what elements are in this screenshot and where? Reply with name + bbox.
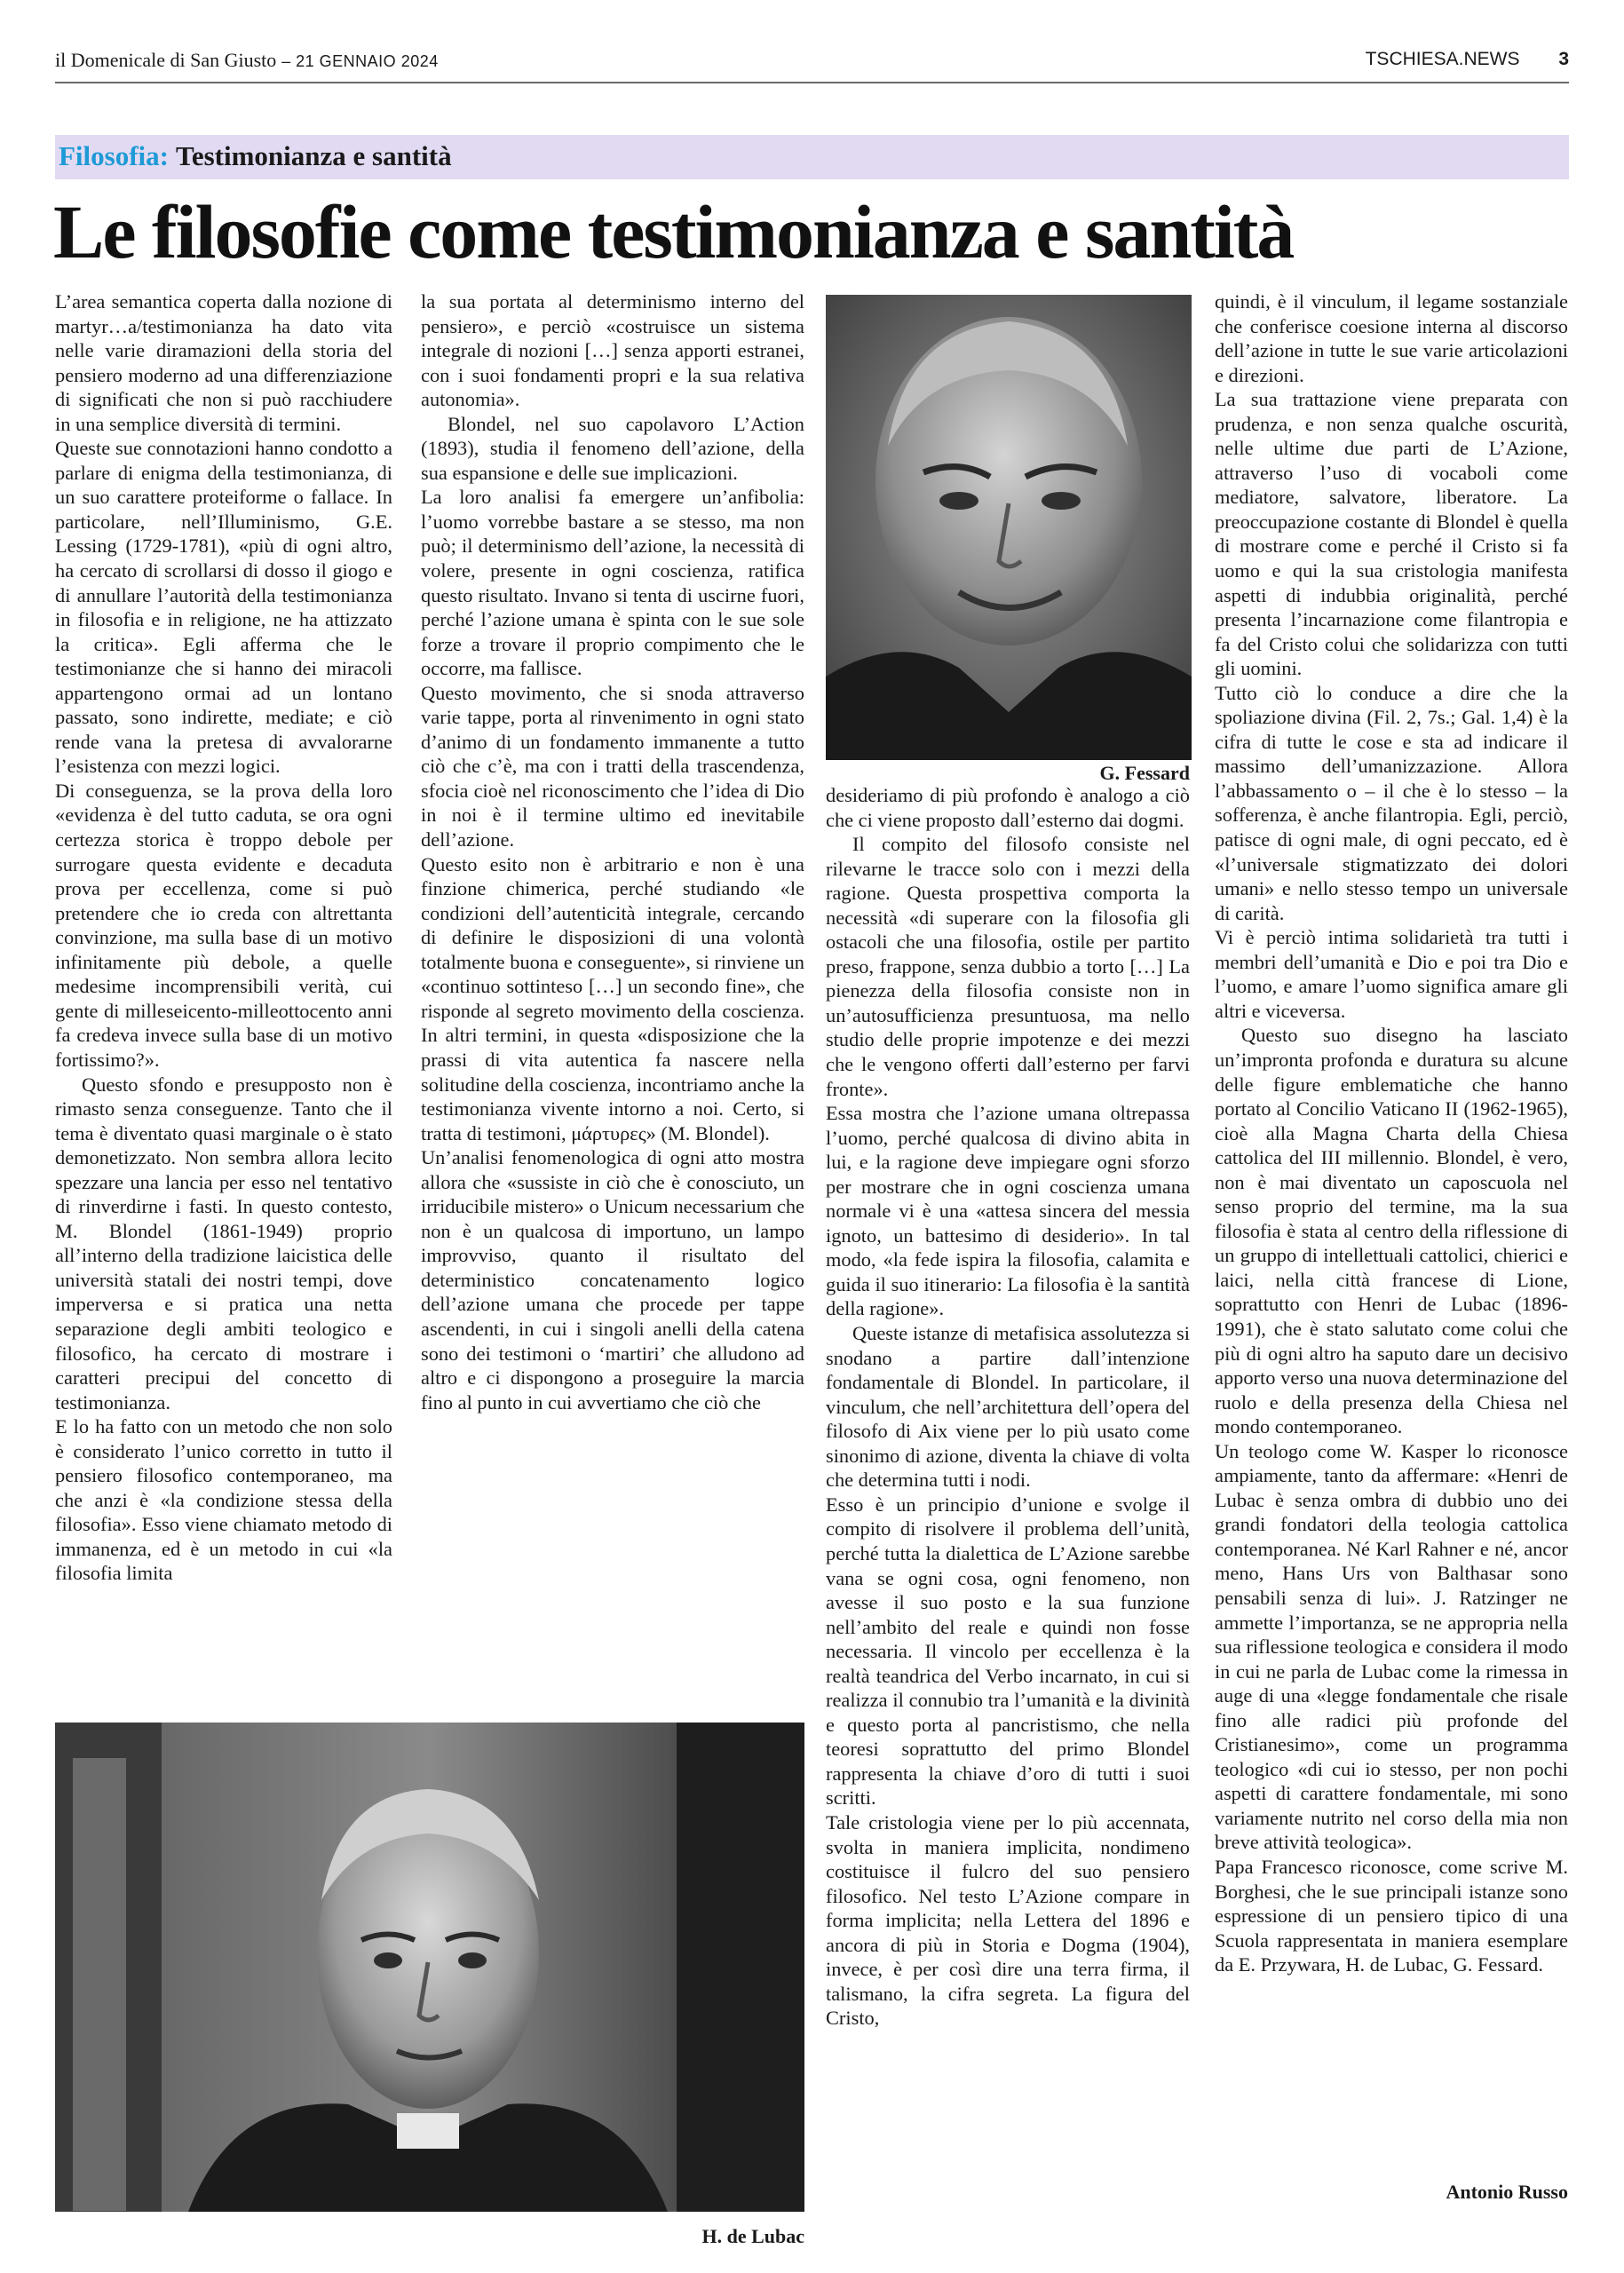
author-signature: Antonio Russo xyxy=(1446,2181,1568,2203)
paragraph: Questo movimento, che si snoda attraverso varie tappe, porta al rinvenimento in ogni stato d’animo di un fondamento immanente a tutto ciò che c’è, ma con i tratti della trascendenza, sfocia cioè nel riconoscimento che l’idea di Dio in noi è il termine ultimo ed inevitabile dell’azione. xyxy=(421,681,804,851)
header-divider xyxy=(55,82,1569,83)
caption-fessard: G. Fessard xyxy=(1099,762,1190,784)
issue-date: – 21 GENNAIO 2024 xyxy=(281,52,439,70)
paragraph: Tutto ciò lo conduce a dire che la spoliazione divina (Fil. 2, 7s.; Gal. 1,4) è la cifra di tutte le cose e sta ad indicare il massimo dell’umanizzazione. Allora l’abbassamento o – il che è lo stesso – la sofferenza, è anche filantropia. Egli, perciò, patisce di ogni male, di ogni peccato, ed è «l’universale stigmatizzato dei dolori umani» e nello stesso tempo un universale di carità. xyxy=(1215,681,1568,924)
paragraph: Un teologo come W. Kasper lo riconosce ampiamente, tanto da affermare: «Henri de Lubac è senza ombra di dubbio uno dei grandi fondatori della teologia cattolica contemporanea. Né Karl Rahner e né, ancor meno, Hans Urs von Balthasar sono pensabili senza di lui». J. Ratzinger ne ammette l’importanza, se ne appropria nella sua riflessione teologica e considera il modo in cui ne parla de Lubac come la rimessa in auge di una «legge fondamentale che risale fino alle radici più profonde del Cristianesimo», come un programma teologico «di cui io stesso, per non pochi aspetti di carattere fondamentale, mi sono variamente nutrito nel corso della mia non breve attività teologica». xyxy=(1215,1439,1568,1854)
paragraph: Papa Francesco riconosce, come scrive M. Borghesi, che le sue principali istanze sono espressione di un pensiero tipico di una Scuola rappresentata in maniera esemplare da E. Przywara, H. de Lubac, G. Fessard. xyxy=(1215,1856,1568,1976)
paragraph: quindi, è il vinculum, il legame sostanziale che conferisce coesione interna al discorso dell’azione in tutte le sue varie articolazioni e direzioni. xyxy=(1215,290,1568,386)
site-name[interactable]: TSCHIESA.NEWS xyxy=(1365,49,1520,69)
section-label: Filosofia: xyxy=(59,140,169,171)
publication-name: il Domenicale di San Giusto xyxy=(55,49,277,71)
paragraph: Questo esito non è arbitrario e non è una finzione chimerica, perché studiando «le condizioni dell’autenticità integrale, cercando di definire le disposizioni di una volontà totalmente buona e conseguente», si rinviene un «continuo sottinteso […] un secondo fine», che risponde al segreto movimento della coscienza. In altri termini, in questa «disposizione che la prassi di vita autentica fa nascere nella solitudine della coscienza, incontriamo anche la testimonianza vivente intorno a noi. Certo, si tratta di testimoni, μάρτυρες» (M. Blondel). xyxy=(421,852,804,1144)
page-header xyxy=(55,49,1569,81)
article-column-2 xyxy=(421,289,804,1701)
portrait-de-lubac-image xyxy=(55,1723,804,2212)
paragraph: desideriamo di più profondo è analogo a ciò che ci viene proposto dall’esterno dai dogmi. xyxy=(826,784,1190,831)
article-column-3 xyxy=(826,783,1190,2213)
photo-fessard xyxy=(826,295,1192,760)
paragraph: Queste istanze di metafisica assolutezza si snodano a partire dall’intenzione fondamentale di Blondel. In particolare, il vinculum, che nell’architettura dell’opera del filosofo di Aix viene per lo più usato come sinonimo di azione, diventa la chiave di volta che determina tutti i nodi. xyxy=(826,1322,1190,1492)
paragraph: Esso è un principio d’unione e svolge il compito di risolvere il problema dell’unità, perché tutta la dialettica de L’Azione sarebbe vana se ogni cosa, ogni fenomeno, non avesse il suo posto e la sua funzione nell’ambito del reale e quindi non fosse necessaria. Il vincolo per eccellenza è la realtà teandrica del Verbo incarnato, in cui si realizza il connubio tra l’umanità e la divinità e questo porta al pancristismo, che nella teoresi soprattutto del primo Blondel rappresenta la chiave d’oro di tutti i suoi scritti. xyxy=(826,1493,1190,1810)
paragraph: Un’analisi fenomenologica di ogni atto mostra allora che «sussiste in ciò che è conosciuto, un irriducibile mistero» o Unicum necessarium che non è un qualcosa di importuno, un lampo improvviso, quanto il risultato del deterministico concatenamento logico dell’azione umana che procede per tappe ascendenti, in cui i singoli anelli della catena sono dei testimoni o ‘martiri’ che alludono ad altro e ci dispongono a proseguire la marcia fino al punto in cui avvertiamo che ciò che xyxy=(421,1146,804,1414)
article-column-4 xyxy=(1215,289,1568,2163)
section-bar xyxy=(55,135,1569,179)
paragraph: L’area semantica coperta dalla nozione di martyr…a/testimonianza ha dato vita nelle varie diramazioni della storia del pensiero moderno ad una differenziazione di significati che non si può racchiudere in una semplice diversità di termini. xyxy=(55,290,392,435)
section-topic: Testimonianza e santità xyxy=(176,140,452,171)
paragraph: Di conseguenza, se la prova della loro «evidenza è del tutto caduta, se ora ogni certezza storica è troppo debole per surrogare questa evidente e decaduta prova per eccellenza, come si può pretendere che io creda con altrettanta convinzione, ma sulla base di un motivo infinitamente più debole, a quelle medesime incomprensibili verità, cui gente di milleseicento-milleottocento anni fa credeva invece sulla base di un motivo fortissimo?». xyxy=(55,779,392,1071)
paragraph: Essa mostra che l’azione umana oltrepassa l’uomo, perché qualcosa di divino abita in lui, e la ragione deve impiegare ogni sforzo per mostrare che in ogni coscienza umana normale vi è una «attesa sincera del messia ignoto, un battesimo di desiderio». In tal modo, «la fede ispira la filosofia, calamita e guida il suo itinerario: La filosofia è la santità della ragione». xyxy=(826,1102,1190,1320)
paragraph: la sua portata al determinismo interno del pensiero», e perciò «costruisce un sistema integrale di nozioni […] senza apporti estranei, con i suoi fondamenti propri e la sua relativa autonomia». xyxy=(421,290,804,411)
article-headline: Le filosofie come testimonianza e santità xyxy=(53,189,1294,274)
paragraph: Vi è perciò intima solidarietà tra tutti i membri dell’umanità e Dio e poi tra Dio e l’uomo, e amare l’uomo significa amare gli altri e viceversa. xyxy=(1215,926,1568,1022)
article-column-1 xyxy=(55,289,392,1701)
paragraph: Questo sfondo e presupposto non è rimasto senza conseguenze. Tanto che il tema è diventato quasi marginale o è stato demonetizzato. Non sembra allora lecito spezzare una lancia per esso nel tentativo di rinverdirne i fasti. In questo contesto, M. Blondel (1861-1949) proprio all’interno della tradizione laicistica delle università statali dei nostri tempi, dove imperversa e si pratica una netta separazione degli ambiti teologico e filosofico, ha cercato di mostrare i caratteri precipui del concetto di testimonianza. xyxy=(55,1073,392,1414)
paragraph: Blondel, nel suo capolavoro L’Action (1893), studia il fenomeno dell’azione, della sua espansione e delle sue implicazioni. xyxy=(421,412,804,484)
caption-de-lubac: H. de Lubac xyxy=(701,2225,804,2247)
header-right xyxy=(1366,49,1569,70)
paragraph: Il compito del filosofo consiste nel rilevarne le tracce solo con i mezzi della ragione. Questa prospettiva comporta la necessità «di superare con la filosofia gli ostacoli che una filosofia, ostile per partito preso, frappone, senza dubbio a torto […] La pienezza della filosofia consiste non in un’autosufficienza presuntuosa, ma nello studio delle proprie impotenze e dei mezzi che le vengono offerti dall’esterno per farvi fronte». xyxy=(826,833,1190,1100)
paragraph: E lo ha fatto con un metodo che non solo è considerato l’unico corretto in tutto il pensiero filosofico contemporaneo, ma che anzi è «la condizione stessa della filosofia». Esso viene chiamato metodo di immanenza, ed è un metodo in cui «la filosofia limita xyxy=(55,1415,392,1585)
paragraph: La loro analisi fa emergere un’anfibolia: l’uomo vorrebbe bastare a se stesso, ma non può; il determinismo dell’azione, la necessità di volere, presente in ogni coscienza, ratifica questo risultato. Invano si tenta di uscirne fuori, perché l’azione umana è spinta con le sue sole forze a trovare il proprio compimento che le occorre, ma fallisce. xyxy=(421,486,804,680)
paragraph: La sua trattazione viene preparata con prudenza, e non senza qualche oscurità, nelle ultime due parti de L’Azione, attraverso l’uso di vocaboli come mediatore, salvatore, liberatore. La preoccupazione costante di Blondel è quella di mostrare come e perché il Cristo si fa uomo e qui la sua cristologia manifesta aspetti di indubbia originalità, perché presenta l’incarnazione come filantropia e fa del Cristo colui che solidarizza con tutti gli uomini. xyxy=(1215,388,1568,680)
portrait-fessard-image xyxy=(826,295,1192,760)
page-number: 3 xyxy=(1558,49,1569,69)
section-heading xyxy=(59,140,452,172)
paragraph: Questo suo disegno ha lasciato un’impronta profonda e duratura su alcune delle figure emblematiche che hanno portato al Concilio Vaticano II (1962-1965), cioè alla Magna Charta della Chiesa cattolica del III millennio. Blondel, è vero, non è mai diventato un caposcuola nel senso proprio del termine, ma la sua filosofia è stata al centro della riflessione di un gruppo di intellettuali cattolici, chierici e laici, nella città francese di Lione, soprattutto con Henri de Lubac (1896-1991), che è stato salutato come colui che più di ogni altro ha saputo dare un decisivo apporto verso una nuova determinazione del ruolo e della presenza della Chiesa nel mondo contemporaneo. xyxy=(1215,1024,1568,1438)
header-left xyxy=(55,49,439,72)
paragraph: Queste sue connotazioni hanno condotto a parlare di enigma della testimonianza, di un suo carattere proteiforme o fallace. In particolare, nell’Illuminismo, G.E. Lessing (1729-1781), «più di ogni altro, ha cercato di scrollarsi di dosso il giogo e di annullare l’autorità della testimonianza in filosofia e in religione, ne ha attizzato la critica». Egli afferma che le testimonianze che si hanno dei miracoli appartengono ormai ad un lontano passato, sono indirette, mediate; e ciò rende vana la pretesa di avvalorarne l’esistenza con mezzi logici. xyxy=(55,437,392,778)
paragraph: Tale cristologia viene per lo più accennata, svolta in maniera implicita, nondimeno costituisce il fulcro del suo pensiero filosofico. Nel testo L’Azione compare in forma implicita; nella Lettera del 1896 e ancora di più in Storia e Dogma (1904), invece, è per così dire una terra firma, il talismano, la cifra segreta. La figura del Cristo, xyxy=(826,1810,1190,2030)
photo-de-lubac xyxy=(55,1723,804,2212)
